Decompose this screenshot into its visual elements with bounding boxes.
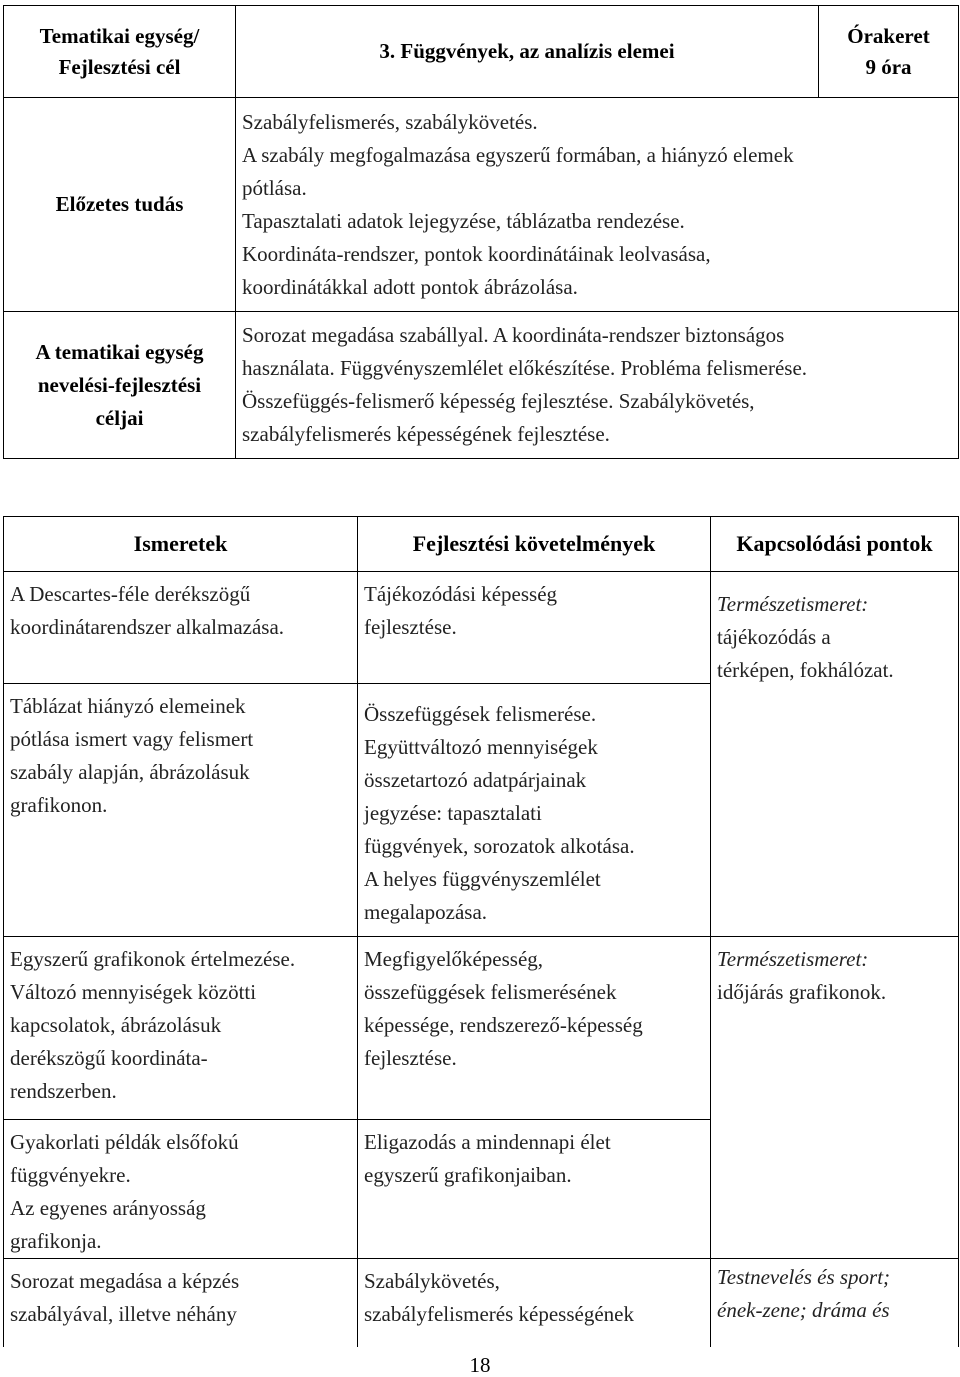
content-line: Szabályfelismerés, szabálykövetés. <box>242 109 538 134</box>
cell-line: függvények, sorozatok alkotása. <box>364 834 635 858</box>
cell-line: Szabálykövetés, <box>364 1269 500 1293</box>
header-requirements: Fejlesztési követelmények <box>358 517 711 572</box>
topic-label-line: Fejlesztési cél <box>58 54 181 79</box>
cell-line: pótlása ismert vagy felismert <box>10 727 254 751</box>
cell-line: Táblázat hiányzó elemeinek <box>10 694 246 718</box>
cell-line: jegyzése: tapasztalati <box>364 801 542 825</box>
header-knowledge: Ismeretek <box>4 517 358 572</box>
connections-cell <box>711 937 959 1259</box>
cell-line: összetartozó adatpárjainak <box>364 768 587 792</box>
goals-label <box>4 312 236 459</box>
cell-line: grafikonja. <box>10 1229 102 1253</box>
cell-line: egyszerű grafikonjaiban. <box>364 1163 572 1187</box>
topic-label-cell <box>4 6 236 98</box>
page-number: 18 <box>469 1353 491 1377</box>
knowledge-cell <box>4 937 358 1120</box>
content-line: Tapasztalati adatok lejegyzése, táblázatba rendezése. <box>242 208 685 233</box>
content-line: szabályfelismerés képességének fejlesztése. <box>242 422 610 446</box>
cell-line: Sorozat megadása a képzés <box>10 1269 240 1293</box>
requirements-cell <box>358 684 711 937</box>
cell-line: kapcsolatok, ábrázolásuk <box>10 1013 222 1037</box>
cell-line: fejlesztése. <box>364 1046 457 1070</box>
cell-line: összefüggések felismerésének <box>364 980 617 1004</box>
knowledge-cell <box>4 1259 358 1347</box>
content-line: használata. Függvényszemlélet előkészítése. Probléma felismerése. <box>242 356 808 380</box>
cell-line: ének-zene; dráma és <box>717 1298 890 1322</box>
cell-line: szabályával, illetve néhány <box>10 1302 237 1326</box>
content-line: A szabály megfogalmazása egyszerű formában, a hiányzó elemek <box>242 142 794 167</box>
goals-content <box>236 312 959 459</box>
cell-line: Együttváltozó mennyiségek <box>364 735 598 759</box>
topic-label-line: Tematikai egység/ <box>39 23 200 48</box>
knowledge-cell <box>4 684 358 937</box>
cell-line: fejlesztése. <box>364 615 457 639</box>
requirements-cell <box>358 1259 711 1347</box>
cell-line: Gyakorlati példák elsőfokú <box>10 1130 239 1154</box>
cell-line: időjárás grafikonok. <box>717 980 887 1004</box>
curriculum-header-row <box>4 517 959 572</box>
content-line: Koordináta-rendszer, pontok koordinátáinak leolvasása, <box>242 241 711 266</box>
topic-header-row <box>4 6 959 98</box>
cell-line: Testnevelés és sport; <box>717 1265 891 1289</box>
cell-line: derékszögű koordináta- <box>10 1046 208 1070</box>
subject-label: Természetismeret: <box>717 947 869 971</box>
cell-line: képessége, rendszerező-képesség <box>364 1013 643 1037</box>
header-connections: Kapcsolódási pontok <box>711 517 959 572</box>
cell-line: szabály alapján, ábrázolásuk <box>10 760 250 784</box>
cell-line: tájékozódás a <box>717 625 831 649</box>
table-row <box>4 1259 959 1347</box>
cell-line: Az egyenes arányosság <box>10 1196 206 1220</box>
cell-line: szabályfelismerés képességének <box>364 1302 634 1326</box>
requirements-cell <box>358 1120 711 1259</box>
topic-overview-table <box>3 5 959 459</box>
goals-row <box>4 312 959 459</box>
requirements-cell <box>358 937 711 1120</box>
topic-title: 3. Függvények, az analízis elemei <box>236 6 819 98</box>
content-line: pótlása. <box>242 175 307 200</box>
connections-cell <box>711 1259 959 1347</box>
cell-line: A Descartes-féle derékszögű <box>10 582 251 606</box>
content-line: Összefüggés-felismerő képesség fejlesztése. Szabálykövetés, <box>242 389 755 413</box>
cell-line: A helyes függvényszemlélet <box>364 867 601 891</box>
cell-line: Eligazodás a mindennapi élet <box>364 1130 611 1154</box>
subject-label: Természetismeret: <box>717 592 869 616</box>
table-row <box>4 937 959 1120</box>
prior-knowledge-label: Előzetes tudás <box>4 98 236 312</box>
hours-cell <box>819 6 959 98</box>
goals-label-line: A tematikai egység <box>35 339 204 364</box>
hours-label: Órakeret <box>847 23 930 48</box>
requirements-cell <box>358 572 711 684</box>
goals-label-line: nevelési-fejlesztési <box>37 372 202 397</box>
prior-knowledge-row <box>4 98 959 312</box>
cell-line: grafikonon. <box>10 793 108 817</box>
cell-line: rendszerben. <box>10 1079 117 1103</box>
connections-cell <box>711 572 959 937</box>
knowledge-cell <box>4 1120 358 1259</box>
content-line: koordinátákkal adott pontok ábrázolása. <box>242 274 578 299</box>
cell-line: Változó mennyiségek közötti <box>10 980 257 1004</box>
hours-value: 9 óra <box>865 54 912 79</box>
cell-line: Egyszerű grafikonok értelmezése. <box>10 947 296 971</box>
cell-line: Megfigyelőképesség, <box>364 947 544 971</box>
curriculum-table <box>3 516 959 1347</box>
knowledge-cell <box>4 572 358 684</box>
cell-line: térképen, fokhálózat. <box>717 658 894 682</box>
cell-line: koordinátarendszer alkalmazása. <box>10 615 285 639</box>
table-row <box>4 572 959 684</box>
goals-label-line: céljai <box>95 405 144 430</box>
cell-line: Tájékozódási képesség <box>364 582 558 606</box>
cell-line: Összefüggések felismerése. <box>364 702 597 726</box>
prior-knowledge-content <box>236 98 959 312</box>
cell-line: megalapozása. <box>364 900 488 924</box>
content-line: Sorozat megadása szabállyal. A koordináta-rendszer biztonságos <box>242 323 785 347</box>
cell-line: függvényekre. <box>10 1163 131 1187</box>
